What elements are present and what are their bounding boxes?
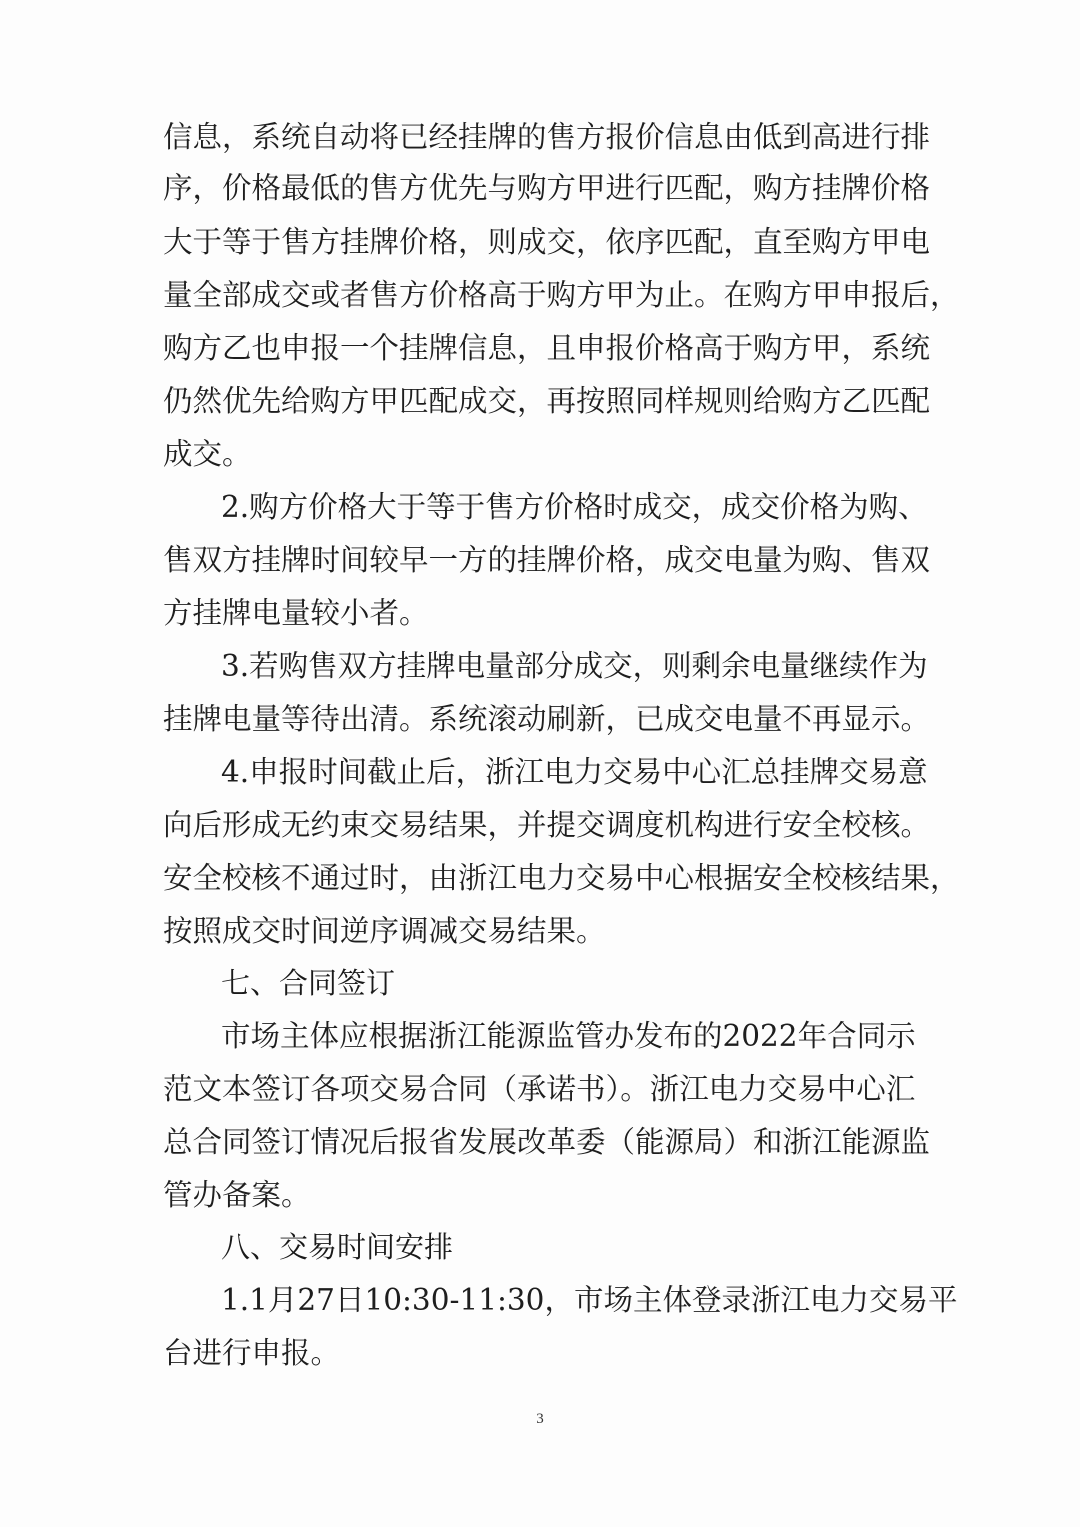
- paragraph-line: 3.若购售双方挂牌电量部分成交，则剩余电量继续作为: [221, 649, 928, 683]
- paragraph-line: 安全校核不通过时，由浙江电力交易中心根据安全校核结果，: [163, 861, 960, 895]
- paragraph-line: 量全部成交或者售方价格高于购方甲为止。在购方甲申报后，: [163, 278, 960, 312]
- paragraph-line: 购方乙也申报一个挂牌信息，且申报价格高于购方甲，系统: [163, 331, 931, 365]
- paragraph-line: 总合同签订情况后报省发展改革委（能源局）和浙江能源监: [163, 1125, 931, 1159]
- paragraph-line: 管办备案。: [163, 1178, 311, 1212]
- paragraph-line: 范文本签订各项交易合同（承诺书）。浙江电力交易中心汇: [163, 1072, 916, 1106]
- paragraph-line: 售双方挂牌时间较早一方的挂牌价格，成交电量为购、售双: [163, 543, 931, 577]
- paragraph-line: 向后形成无约束交易结果，并提交调度机构进行安全校核。: [163, 808, 931, 842]
- paragraph-line: 2.购方价格大于等于售方价格时成交，成交价格为购、: [221, 490, 928, 524]
- paragraph-line: 信息，系统自动将已经挂牌的售方报价信息由低到高进行排: [163, 120, 931, 154]
- section-heading: 七、合同签订: [221, 966, 396, 1000]
- paragraph-line: 成交。: [163, 437, 252, 471]
- paragraph-line: 台进行申报。: [163, 1336, 341, 1370]
- paragraph-line: 序，价格最低的售方优先与购方甲进行匹配，购方挂牌价格: [163, 171, 931, 205]
- section-heading: 八、交易时间安排: [221, 1230, 454, 1264]
- paragraph-line: 按照成交时间逆序调减交易结果。: [163, 914, 606, 948]
- page-number: 3: [536, 1411, 544, 1427]
- paragraph-line: 大于等于售方挂牌价格，则成交，依序匹配，直至购方甲电: [163, 225, 931, 259]
- paragraph-line: 方挂牌电量较小者。: [163, 596, 429, 630]
- paragraph-line: 挂牌电量等待出清。系统滚动刷新，已成交电量不再显示。: [163, 702, 931, 736]
- paragraph-line: 仍然优先给购方甲匹配成交，再按照同样规则给购方乙匹配: [163, 384, 931, 418]
- paragraph-line: 1.1月27日10:30-11:30，市场主体登录浙江电力交易平: [221, 1283, 958, 1317]
- paragraph-line: 市场主体应根据浙江能源监管办发布的2022年合同示: [221, 1019, 916, 1053]
- paragraph-line: 4.申报时间截止后，浙江电力交易中心汇总挂牌交易意: [221, 755, 928, 789]
